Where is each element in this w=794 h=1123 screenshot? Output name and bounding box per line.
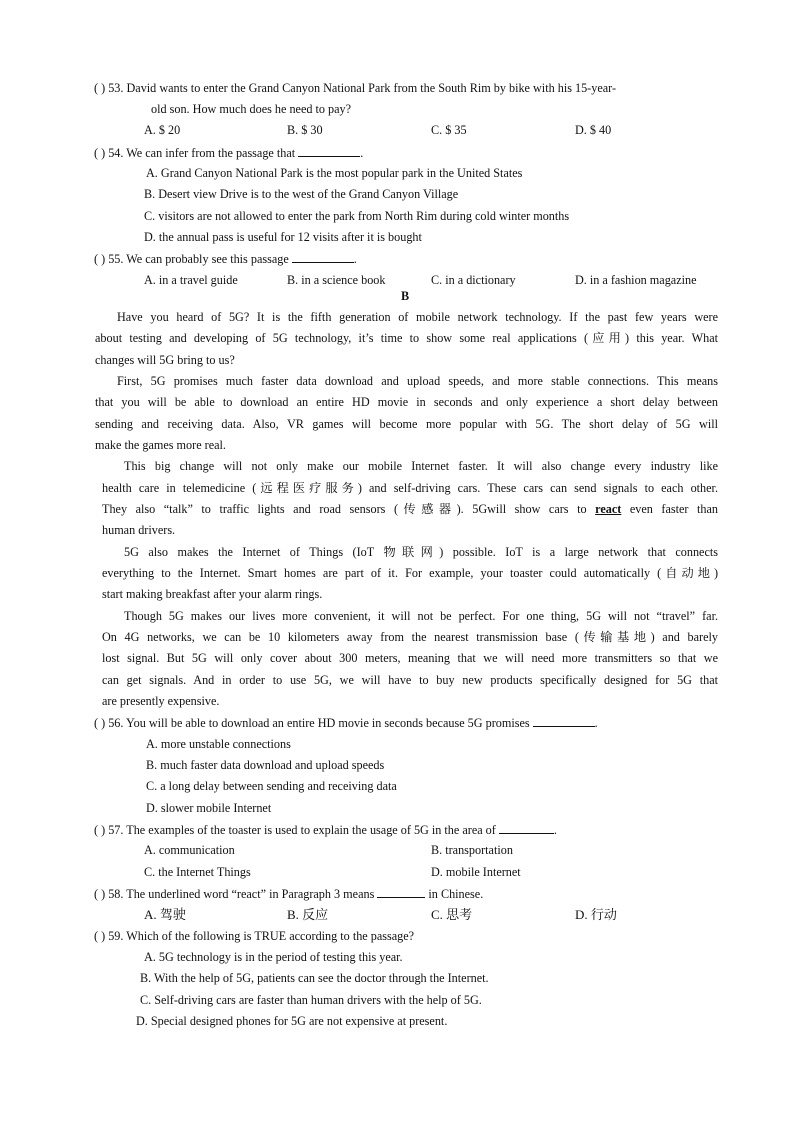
q57-option-b[interactable]: B. transportation xyxy=(431,843,513,857)
q59-option-d[interactable]: D. Special designed phones for 5G are not expensive at present. xyxy=(136,1014,448,1028)
q55-prefix: ( ) 55. We can probably see this passage xyxy=(94,252,289,266)
q58-blank[interactable] xyxy=(377,886,425,898)
q59-option-c[interactable]: C. Self-driving cars are faster than human drivers with the help of 5G. xyxy=(140,993,482,1007)
q54-option-a[interactable]: A. Grand Canyon National Park is the most popular park in the United States xyxy=(146,166,523,180)
passage-p4-line1: 5G also makes the Internet of Things (IoT 物联网) possible. IoT is a large network that connects xyxy=(124,545,718,559)
underlined-word-react: react xyxy=(595,502,622,516)
q56-option-b[interactable]: B. much faster data download and upload speeds xyxy=(146,758,385,772)
q53-stem-cont: old son. How much does he need to pay? xyxy=(151,102,352,116)
passage-p5-line3: lost signal. But 5G will only cover about 300 meters, meaning that we will need more transmitters so that we xyxy=(102,651,718,665)
q56-option-a[interactable]: A. more unstable connections xyxy=(146,737,291,751)
q54-stem xyxy=(94,145,363,161)
q57-stem xyxy=(94,822,557,838)
passage-p2-line3: sending and receiving data. Also, VR games will become more popular with 5G. The short delay of 5G will xyxy=(95,417,718,431)
q58-option-d[interactable]: D. 行动 xyxy=(575,907,617,922)
q54-option-c[interactable]: C. visitors are not allowed to enter the park from North Rim during cold winter months xyxy=(144,209,570,223)
q54-blank[interactable] xyxy=(298,145,360,157)
q55-option-d[interactable]: D. in a fashion magazine xyxy=(575,273,697,287)
q53-option-c[interactable]: C. $ 35 xyxy=(431,123,467,137)
passage-p4-line2: everything to the Internet. Smart homes are part of it. For example, your toaster could automatically (自动地) xyxy=(102,566,718,580)
q59-option-b[interactable]: B. With the help of 5G, patients can see the doctor through the Internet. xyxy=(140,971,489,985)
passage-p5-line4: can get signals. And in order to use 5G, we will have to buy new products specifically designed for 5G that xyxy=(102,673,718,687)
passage-p3-line2: health care in telemedicine (远程医疗服务) and self-driving cars. These cars can send signals to each other. xyxy=(102,481,718,495)
q58-option-b[interactable]: B. 反应 xyxy=(287,907,329,922)
q54-prefix: ( ) 54. We can infer from the passage that xyxy=(94,146,296,160)
q57-prefix: ( ) 57. The examples of the toaster is used to explain the usage of 5G in the area of xyxy=(94,823,496,837)
q57-option-c[interactable]: C. the Internet Things xyxy=(144,865,251,879)
q58-stem xyxy=(94,886,483,902)
q54-suffix: . xyxy=(360,146,364,160)
q55-blank[interactable] xyxy=(292,251,354,263)
q57-blank[interactable] xyxy=(499,822,554,834)
q58-prefix: ( ) 58. The underlined word “react” in Paragraph 3 means xyxy=(94,887,375,901)
q56-prefix: ( ) 56. You will be able to download an entire HD movie in seconds because 5G promises xyxy=(94,716,530,730)
q53-option-b[interactable]: B. $ 30 xyxy=(287,123,323,137)
section-b-heading: B xyxy=(401,289,410,303)
passage-p5-line5: are presently expensive. xyxy=(102,694,220,708)
passage-p3-line3 xyxy=(102,502,718,517)
q53-option-d[interactable]: D. $ 40 xyxy=(575,123,612,137)
q56-blank[interactable] xyxy=(533,715,595,727)
q57-option-a[interactable]: A. communication xyxy=(144,843,235,857)
q56-stem xyxy=(94,715,598,731)
q56-suffix: . xyxy=(594,716,598,730)
q58-option-c[interactable]: C. 思考 xyxy=(431,907,473,922)
passage-p1-line2: about testing and developing of 5G technology, it’s time to show some real applications (应用) this year. What xyxy=(95,331,718,345)
passage-p1-line3: changes will 5G bring to us? xyxy=(95,353,235,367)
q55-option-b[interactable]: B. in a science book xyxy=(287,273,386,287)
passage-p2-line4: make the games more real. xyxy=(95,438,226,452)
passage-p2-line1: First, 5G promises much faster data download and upload speeds, and more stable connections. This means xyxy=(117,374,718,388)
q55-suffix: . xyxy=(353,252,357,266)
q55-option-c[interactable]: C. in a dictionary xyxy=(431,273,516,287)
passage-p5-line2: On 4G networks, we can be 10 kilometers away from the nearest transmission base (传输基地) and barely xyxy=(102,630,718,644)
passage-p5-line1: Though 5G makes our lives more convenient, it will not be perfect. For one thing, 5G will not “travel” far. xyxy=(124,609,718,623)
passage-p4-line3: start making breakfast after your alarm rings. xyxy=(102,587,323,601)
passage-p2-line2: that you will be able to download an entire HD movie in seconds and only experience a short delay between xyxy=(95,395,718,409)
q57-suffix: . xyxy=(553,823,557,837)
passage-p3-line4: human drivers. xyxy=(102,523,176,537)
passage-p1-line1: Have you heard of 5G? It is the fifth generation of mobile network technology. If the past few years were xyxy=(117,310,718,324)
q56-option-c[interactable]: C. a long delay between sending and receiving data xyxy=(146,779,397,793)
q55-stem xyxy=(94,251,357,267)
q55-option-a[interactable]: A. in a travel guide xyxy=(144,273,238,287)
passage-p3-line3-text: They also “talk” to traffic lights and road sensors (传感器). 5Gwill show cars to xyxy=(102,502,587,516)
passage-p3-line3-end: even faster than xyxy=(629,502,719,516)
q53-option-a[interactable]: A. $ 20 xyxy=(144,123,181,137)
q54-option-b[interactable]: B. Desert view Drive is to the west of the Grand Canyon Village xyxy=(144,187,459,201)
q59-stem: ( ) 59. Which of the following is TRUE according to the passage? xyxy=(94,929,415,943)
q56-option-d[interactable]: D. slower mobile Internet xyxy=(146,801,272,815)
q58-option-a[interactable]: A. 驾驶 xyxy=(144,907,186,922)
q59-option-a[interactable]: A. 5G technology is in the period of testing this year. xyxy=(144,950,403,964)
passage-p3-line1: This big change will not only make our mobile Internet faster. It will also change every industry like xyxy=(124,459,718,473)
q58-suffix: in Chinese. xyxy=(428,887,484,901)
q53-stem: ( ) 53. David wants to enter the Grand Canyon National Park from the South Rim by bike with his 15-year- xyxy=(94,81,617,95)
q57-option-d[interactable]: D. mobile Internet xyxy=(431,865,521,879)
q54-option-d[interactable]: D. the annual pass is useful for 12 visits after it is bought xyxy=(144,230,422,244)
